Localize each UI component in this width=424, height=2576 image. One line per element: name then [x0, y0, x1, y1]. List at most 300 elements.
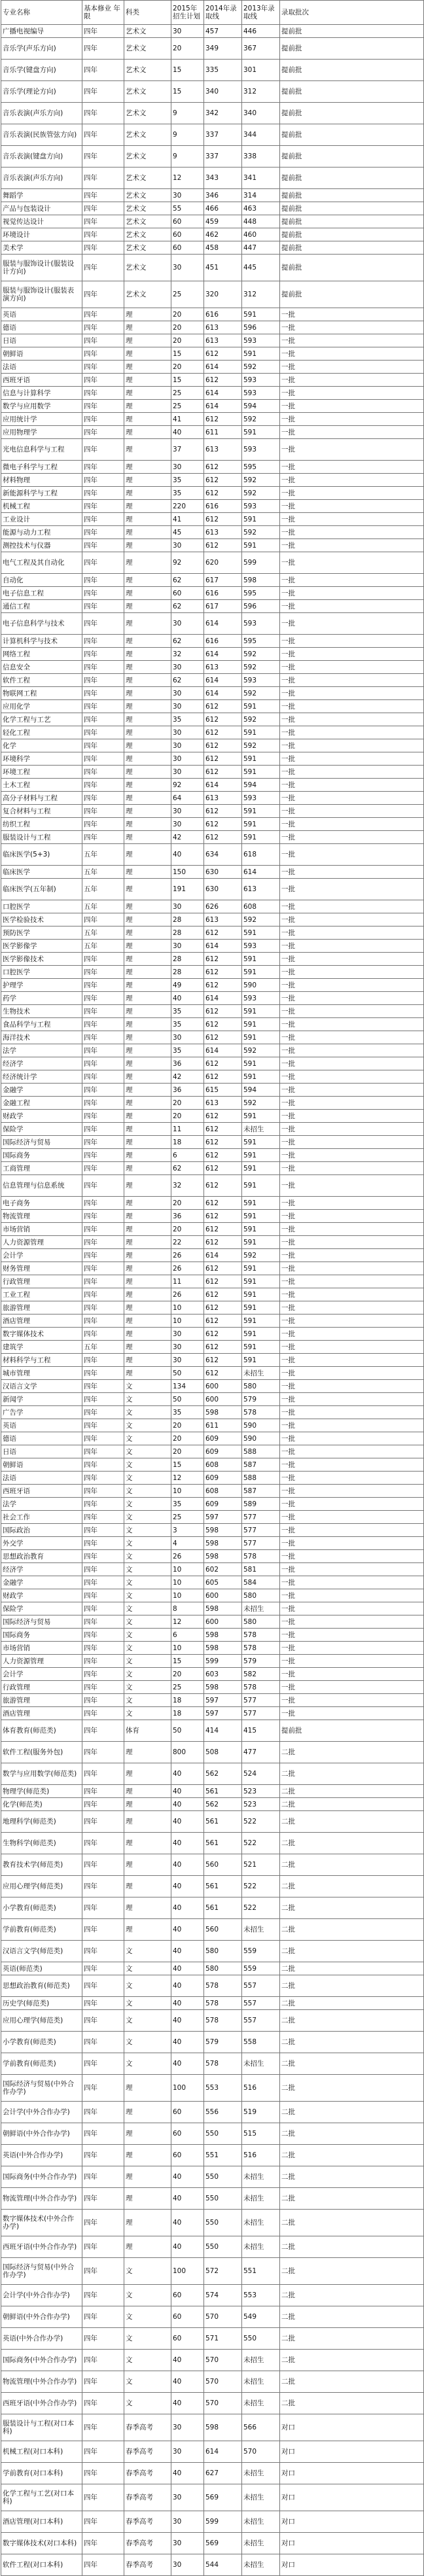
cell-major-name: 法学 — [1, 1044, 82, 1057]
cell-major-name: 光电信息科学与工程 — [1, 439, 82, 461]
cell-score-2013: 301 — [242, 60, 280, 81]
table-row — [1, 2306, 424, 2328]
cell-admission-batch: 一批 — [280, 1175, 424, 1197]
cell-major-name: 电子商务 — [1, 1197, 82, 1210]
cell-admission-batch: 一批 — [280, 387, 424, 400]
table-row — [1, 805, 424, 818]
cell-subject-category: 理 — [124, 700, 171, 713]
cell-major-name: 物流管理(中外合作办学) — [1, 2371, 82, 2393]
table-row — [1, 1406, 424, 1419]
cell-score-2013: 592 — [242, 526, 280, 539]
cell-score-2013: 516 — [242, 2145, 280, 2166]
cell-duration: 四年 — [82, 1833, 124, 1854]
cell-plan-2015: 6 — [171, 1629, 204, 1642]
table-row — [1, 1511, 424, 1524]
cell-admission-batch: 一批 — [280, 334, 424, 347]
cell-major-name: 音乐表演(声乐方向) — [1, 103, 82, 124]
cell-duration: 四年 — [82, 574, 124, 587]
cell-duration: 四年 — [82, 1275, 124, 1288]
cell-score-2013: 415 — [242, 1720, 280, 1742]
cell-major-name: 材料物理 — [1, 474, 82, 487]
cell-duration: 四年 — [82, 1498, 124, 1511]
cell-score-2013: 344 — [242, 124, 280, 146]
cell-admission-batch: 一批 — [280, 1380, 424, 1393]
table-row — [1, 1602, 424, 1615]
cell-score-2013: 591 — [242, 1223, 280, 1236]
cell-plan-2015: 60 — [171, 587, 204, 600]
table-row — [1, 2123, 424, 2145]
cell-admission-batch: 提前批 — [280, 202, 424, 215]
cell-admission-batch: 提前批 — [280, 255, 424, 281]
cell-duration: 四年 — [82, 2285, 124, 2306]
cell-score-2013: 578 — [242, 1642, 280, 1655]
cell-subject-category: 理 — [124, 779, 171, 792]
table-row — [1, 1005, 424, 1018]
cell-score-2014: 562 — [204, 1763, 242, 1785]
cell-score-2013: 584 — [242, 1576, 280, 1589]
cell-major-name: 法学 — [1, 1498, 82, 1511]
cell-subject-category: 理 — [124, 1070, 171, 1084]
cell-subject-category: 春季高考 — [124, 2463, 171, 2484]
cell-score-2014: 599 — [204, 1655, 242, 1668]
cell-plan-2015: 92 — [171, 779, 204, 792]
cell-score-2013: 591 — [242, 1149, 280, 1162]
cell-score-2013: 516 — [242, 2075, 280, 2102]
cell-plan-2015: 10 — [171, 1576, 204, 1589]
cell-subject-category: 理 — [124, 1223, 171, 1236]
cell-admission-batch: 二批 — [280, 2145, 424, 2166]
cell-subject-category: 艺术文 — [124, 255, 171, 281]
cell-major-name: 自动化 — [1, 574, 82, 587]
cell-admission-batch: 一批 — [280, 739, 424, 752]
table-row — [1, 700, 424, 713]
cell-score-2013: 314 — [242, 189, 280, 202]
table-row — [1, 1341, 424, 1354]
cell-score-2013: 596 — [242, 321, 280, 334]
cell-score-2014: 630 — [204, 866, 242, 879]
cell-subject-category: 理 — [124, 1262, 171, 1275]
cell-admission-batch: 一批 — [280, 1472, 424, 1485]
cell-plan-2015: 42 — [171, 831, 204, 844]
cell-admission-batch: 二批 — [280, 2188, 424, 2210]
cell-subject-category: 理 — [124, 600, 171, 613]
cell-plan-2015: 62 — [171, 635, 204, 648]
cell-score-2013: 613 — [242, 879, 280, 900]
cell-major-name: 朝鲜语 — [1, 1458, 82, 1472]
cell-score-2013: 591 — [242, 1210, 280, 1223]
table-row — [1, 1681, 424, 1694]
cell-score-2014: 342 — [204, 103, 242, 124]
cell-plan-2015: 60 — [171, 215, 204, 228]
cell-plan-2015: 62 — [171, 674, 204, 687]
cell-score-2013: 581 — [242, 1563, 280, 1576]
cell-duration: 四年 — [82, 1057, 124, 1070]
cell-major-name: 酒店管理 — [1, 1707, 82, 1720]
cell-score-2014: 612 — [204, 374, 242, 387]
cell-major-name: 体育教育(师范类) — [1, 1720, 82, 1742]
table-row — [1, 38, 424, 60]
cell-score-2014: 612 — [204, 1070, 242, 1084]
table-row — [1, 146, 424, 168]
cell-admission-batch: 一批 — [280, 461, 424, 474]
cell-score-2014: 578 — [204, 2053, 242, 2075]
cell-score-2014: 602 — [204, 1563, 242, 1576]
cell-major-name: 旅游管理 — [1, 1694, 82, 1707]
cell-major-name: 工业工程 — [1, 1288, 82, 1301]
cell-major-name: 机械工程 — [1, 500, 82, 513]
table-row — [1, 1197, 424, 1210]
cell-duration: 四年 — [82, 635, 124, 648]
cell-duration: 四年 — [82, 779, 124, 792]
cell-major-name: 预防医学 — [1, 926, 82, 940]
cell-plan-2015: 30 — [171, 2484, 204, 2511]
cell-subject-category: 理 — [124, 2236, 171, 2258]
cell-score-2014: 614 — [204, 687, 242, 700]
cell-admission-batch: 二批 — [280, 1876, 424, 1897]
cell-duration: 四年 — [82, 913, 124, 926]
cell-duration: 四年 — [82, 2075, 124, 2102]
cell-score-2014: 614 — [204, 940, 242, 953]
cell-plan-2015: 60 — [171, 2102, 204, 2123]
cell-admission-batch: 一批 — [280, 1018, 424, 1031]
cell-score-2014: 612 — [204, 347, 242, 361]
cell-plan-2015: 30 — [171, 700, 204, 713]
cell-duration: 四年 — [82, 1044, 124, 1057]
cell-duration: 四年 — [82, 308, 124, 321]
cell-score-2014: 612 — [204, 739, 242, 752]
cell-subject-category: 春季高考 — [124, 2533, 171, 2554]
cell-subject-category: 艺术文 — [124, 202, 171, 215]
cell-plan-2015: 10 — [171, 1314, 204, 1328]
cell-subject-category: 理 — [124, 1811, 171, 1833]
cell-score-2013: 463 — [242, 202, 280, 215]
cell-plan-2015: 18 — [171, 1136, 204, 1149]
cell-subject-category: 理 — [124, 2210, 171, 2236]
cell-duration: 四年 — [82, 2166, 124, 2188]
cell-duration: 四年 — [82, 1175, 124, 1197]
cell-score-2013: 未招生 — [242, 2210, 280, 2236]
cell-admission-batch: 对口 — [280, 2533, 424, 2554]
cell-subject-category: 理 — [124, 2123, 171, 2145]
cell-admission-batch: 一批 — [280, 1694, 424, 1707]
table-row — [1, 2554, 424, 2576]
cell-subject-category: 理 — [124, 526, 171, 539]
cell-major-name: 财政学 — [1, 1589, 82, 1602]
cell-subject-category: 文 — [124, 1419, 171, 1432]
cell-plan-2015: 40 — [171, 1876, 204, 1897]
cell-score-2014: 598 — [204, 2414, 242, 2441]
cell-major-name: 临床医学 — [1, 866, 82, 879]
table-row — [1, 1162, 424, 1175]
cell-subject-category: 理 — [124, 2188, 171, 2210]
cell-duration: 四年 — [82, 661, 124, 674]
cell-duration: 四年 — [82, 953, 124, 966]
cell-score-2014: 340 — [204, 81, 242, 103]
cell-plan-2015: 41 — [171, 413, 204, 426]
cell-major-name: 德语 — [1, 1432, 82, 1445]
cell-subject-category: 理 — [124, 1031, 171, 1044]
cell-admission-batch: 一批 — [280, 992, 424, 1005]
cell-subject-category: 理 — [124, 818, 171, 831]
cell-score-2014: 612 — [204, 1328, 242, 1341]
cell-score-2013: 593 — [242, 374, 280, 387]
table-row — [1, 1314, 424, 1328]
cell-admission-batch: 一批 — [280, 1197, 424, 1210]
table-row — [1, 400, 424, 413]
cell-score-2013: 578 — [242, 1550, 280, 1563]
cell-major-name: 市场营销 — [1, 1223, 82, 1236]
cell-duration: 四年 — [82, 2032, 124, 2053]
table-row — [1, 2511, 424, 2533]
cell-duration: 四年 — [82, 1720, 124, 1742]
table-row — [1, 1393, 424, 1406]
cell-admission-batch: 一批 — [280, 1419, 424, 1432]
table-row — [1, 1097, 424, 1110]
cell-admission-batch: 一批 — [280, 1629, 424, 1642]
cell-subject-category: 理 — [124, 844, 171, 866]
cell-admission-batch: 二批 — [280, 2328, 424, 2350]
cell-plan-2015: 20 — [171, 1445, 204, 1458]
cell-duration: 四年 — [82, 2463, 124, 2484]
cell-score-2013: 521 — [242, 1854, 280, 1876]
table-row — [1, 1897, 424, 1919]
table-row — [1, 387, 424, 400]
cell-score-2013: 594 — [242, 400, 280, 413]
cell-major-name: 应用化学 — [1, 700, 82, 713]
cell-plan-2015: 150 — [171, 866, 204, 879]
cell-score-2013: 591 — [242, 752, 280, 766]
cell-major-name: 城市管理 — [1, 1367, 82, 1380]
cell-score-2014: 612 — [204, 1123, 242, 1136]
cell-duration: 四年 — [82, 1563, 124, 1576]
cell-plan-2015: 30 — [171, 1341, 204, 1354]
cell-plan-2015: 40 — [171, 2393, 204, 2414]
cell-score-2014: 561 — [204, 1876, 242, 1897]
cell-plan-2015: 20 — [171, 1110, 204, 1123]
cell-duration: 四年 — [82, 1380, 124, 1393]
table-row — [1, 1668, 424, 1681]
cell-subject-category: 理 — [124, 1742, 171, 1763]
cell-subject-category: 文 — [124, 2328, 171, 2350]
cell-score-2013: 591 — [242, 1262, 280, 1275]
cell-major-name: 视觉传达设计 — [1, 215, 82, 228]
cell-major-name: 广播电视编导 — [1, 25, 82, 38]
cell-score-2014: 612 — [204, 1110, 242, 1123]
cell-plan-2015: 28 — [171, 966, 204, 979]
cell-admission-batch: 一批 — [280, 1498, 424, 1511]
cell-duration: 四年 — [82, 387, 124, 400]
cell-score-2014: 614 — [204, 400, 242, 413]
cell-score-2014: 570 — [204, 2371, 242, 2393]
cell-duration: 四年 — [82, 1589, 124, 1602]
cell-score-2013: 519 — [242, 2102, 280, 2123]
cell-plan-2015: 12 — [171, 1615, 204, 1629]
cell-score-2014: 609 — [204, 1472, 242, 1485]
table-row — [1, 1044, 424, 1057]
cell-subject-category: 理 — [124, 400, 171, 413]
cell-plan-2015: 25 — [171, 400, 204, 413]
cell-score-2013: 595 — [242, 461, 280, 474]
header-score-2014: 2014年录取线 — [204, 1, 242, 25]
cell-plan-2015: 50 — [171, 1720, 204, 1742]
cell-subject-category: 理 — [124, 413, 171, 426]
cell-duration: 四年 — [82, 539, 124, 552]
cell-admission-batch: 一批 — [280, 779, 424, 792]
table-row — [1, 752, 424, 766]
cell-score-2014: 612 — [204, 1367, 242, 1380]
cell-duration: 四年 — [82, 334, 124, 347]
cell-subject-category: 艺术文 — [124, 25, 171, 38]
cell-subject-category: 文 — [124, 1524, 171, 1537]
cell-plan-2015: 20 — [171, 1432, 204, 1445]
cell-score-2013: 595 — [242, 587, 280, 600]
cell-plan-2015: 40 — [171, 2166, 204, 2188]
cell-plan-2015: 15 — [171, 1458, 204, 1472]
table-row — [1, 1854, 424, 1876]
cell-major-name: 口腔医学 — [1, 966, 82, 979]
cell-admission-batch: 一批 — [280, 879, 424, 900]
cell-score-2014: 612 — [204, 474, 242, 487]
cell-score-2014: 570 — [204, 2306, 242, 2328]
cell-major-name: 轻化工程 — [1, 726, 82, 739]
table-row — [1, 926, 424, 940]
cell-duration: 四年 — [82, 400, 124, 413]
cell-admission-batch: 一批 — [280, 700, 424, 713]
cell-major-name: 历史学(师范类) — [1, 1997, 82, 2010]
cell-score-2014: 459 — [204, 215, 242, 228]
cell-score-2013: 524 — [242, 1763, 280, 1785]
cell-major-name: 朝鲜语 — [1, 347, 82, 361]
cell-admission-batch: 一批 — [280, 1301, 424, 1314]
cell-subject-category: 理 — [124, 347, 171, 361]
cell-major-name: 环境科学 — [1, 752, 82, 766]
cell-plan-2015: 40 — [171, 2236, 204, 2258]
cell-subject-category: 艺术文 — [124, 241, 171, 255]
cell-major-name: 生物科学(师范类) — [1, 1833, 82, 1854]
cell-score-2013: 593 — [242, 940, 280, 953]
cell-subject-category: 文 — [124, 1975, 171, 1997]
cell-plan-2015: 60 — [171, 228, 204, 241]
cell-plan-2015: 40 — [171, 1919, 204, 1941]
cell-duration: 四年 — [82, 1236, 124, 1249]
table-row — [1, 648, 424, 661]
cell-duration: 五年 — [82, 900, 124, 913]
cell-admission-batch: 一批 — [280, 926, 424, 940]
cell-admission-batch: 一批 — [280, 674, 424, 687]
table-row — [1, 2484, 424, 2511]
cell-subject-category: 春季高考 — [124, 2511, 171, 2533]
cell-score-2014: 612 — [204, 713, 242, 726]
cell-subject-category: 理 — [124, 726, 171, 739]
cell-subject-category: 理 — [124, 1288, 171, 1301]
cell-admission-batch: 一批 — [280, 587, 424, 600]
cell-score-2014: 337 — [204, 124, 242, 146]
cell-score-2014: 612 — [204, 1262, 242, 1275]
cell-score-2013: 596 — [242, 600, 280, 613]
cell-major-name: 人力资源管理 — [1, 1236, 82, 1249]
table-row — [1, 2010, 424, 2032]
cell-score-2014: 612 — [204, 1057, 242, 1070]
cell-duration: 四年 — [82, 2145, 124, 2166]
cell-plan-2015: 25 — [171, 1511, 204, 1524]
cell-plan-2015: 40 — [171, 2053, 204, 2075]
table-row — [1, 1707, 424, 1720]
cell-admission-batch: 一批 — [280, 940, 424, 953]
cell-score-2014: 337 — [204, 146, 242, 168]
cell-major-name: 英语(中外合作办学) — [1, 2328, 82, 2350]
cell-admission-batch: 二批 — [280, 1962, 424, 1975]
cell-admission-batch: 一批 — [280, 713, 424, 726]
cell-duration: 四年 — [82, 215, 124, 228]
table-row — [1, 1223, 424, 1236]
cell-score-2013: 591 — [242, 1175, 280, 1197]
cell-major-name: 数学与应用数学 — [1, 400, 82, 413]
cell-admission-batch: 一批 — [280, 1642, 424, 1655]
cell-score-2013: 592 — [242, 487, 280, 500]
cell-score-2013: 591 — [242, 1341, 280, 1354]
table-row — [1, 844, 424, 866]
table-row — [1, 2441, 424, 2463]
cell-major-name: 药学 — [1, 992, 82, 1005]
table-row — [1, 1550, 424, 1563]
cell-major-name: 物流管理 — [1, 1210, 82, 1223]
cell-subject-category: 理 — [124, 739, 171, 752]
cell-admission-batch: 一批 — [280, 1602, 424, 1615]
cell-admission-batch: 一批 — [280, 500, 424, 513]
cell-score-2013: 591 — [242, 726, 280, 739]
cell-admission-batch: 一批 — [280, 1485, 424, 1498]
cell-plan-2015: 15 — [171, 374, 204, 387]
table-row — [1, 2285, 424, 2306]
cell-duration: 四年 — [82, 426, 124, 439]
cell-score-2014: 603 — [204, 1668, 242, 1681]
cell-duration: 四年 — [82, 587, 124, 600]
cell-admission-batch: 一批 — [280, 966, 424, 979]
cell-plan-2015: 191 — [171, 879, 204, 900]
table-row — [1, 879, 424, 900]
cell-duration: 四年 — [82, 168, 124, 189]
cell-plan-2015: 50 — [171, 1393, 204, 1406]
cell-score-2013: 594 — [242, 1084, 280, 1097]
cell-subject-category: 理 — [124, 587, 171, 600]
cell-score-2014: 550 — [204, 2236, 242, 2258]
cell-plan-2015: 30 — [171, 940, 204, 953]
cell-subject-category: 理 — [124, 321, 171, 334]
cell-plan-2015: 30 — [171, 1328, 204, 1341]
cell-duration: 五年 — [82, 940, 124, 953]
cell-subject-category: 理 — [124, 374, 171, 387]
cell-score-2014: 550 — [204, 2123, 242, 2145]
cell-admission-batch: 一批 — [280, 1123, 424, 1136]
cell-plan-2015: 35 — [171, 1406, 204, 1419]
cell-plan-2015: 11 — [171, 1275, 204, 1288]
cell-score-2013: 591 — [242, 308, 280, 321]
cell-duration: 四年 — [82, 1550, 124, 1563]
cell-admission-batch: 一批 — [280, 661, 424, 674]
cell-plan-2015: 25 — [171, 387, 204, 400]
cell-admission-batch: 一批 — [280, 1044, 424, 1057]
cell-plan-2015: 26 — [171, 1550, 204, 1563]
cell-score-2013: 591 — [242, 818, 280, 831]
cell-plan-2015: 40 — [171, 1962, 204, 1975]
cell-major-name: 会计学 — [1, 1249, 82, 1262]
cell-major-name: 海洋技术 — [1, 1031, 82, 1044]
cell-subject-category: 理 — [124, 1018, 171, 1031]
cell-subject-category: 文 — [124, 1941, 171, 1962]
table-row — [1, 1123, 424, 1136]
cell-score-2014: 609 — [204, 1445, 242, 1458]
cell-major-name: 地理科学(师范类) — [1, 1811, 82, 1833]
